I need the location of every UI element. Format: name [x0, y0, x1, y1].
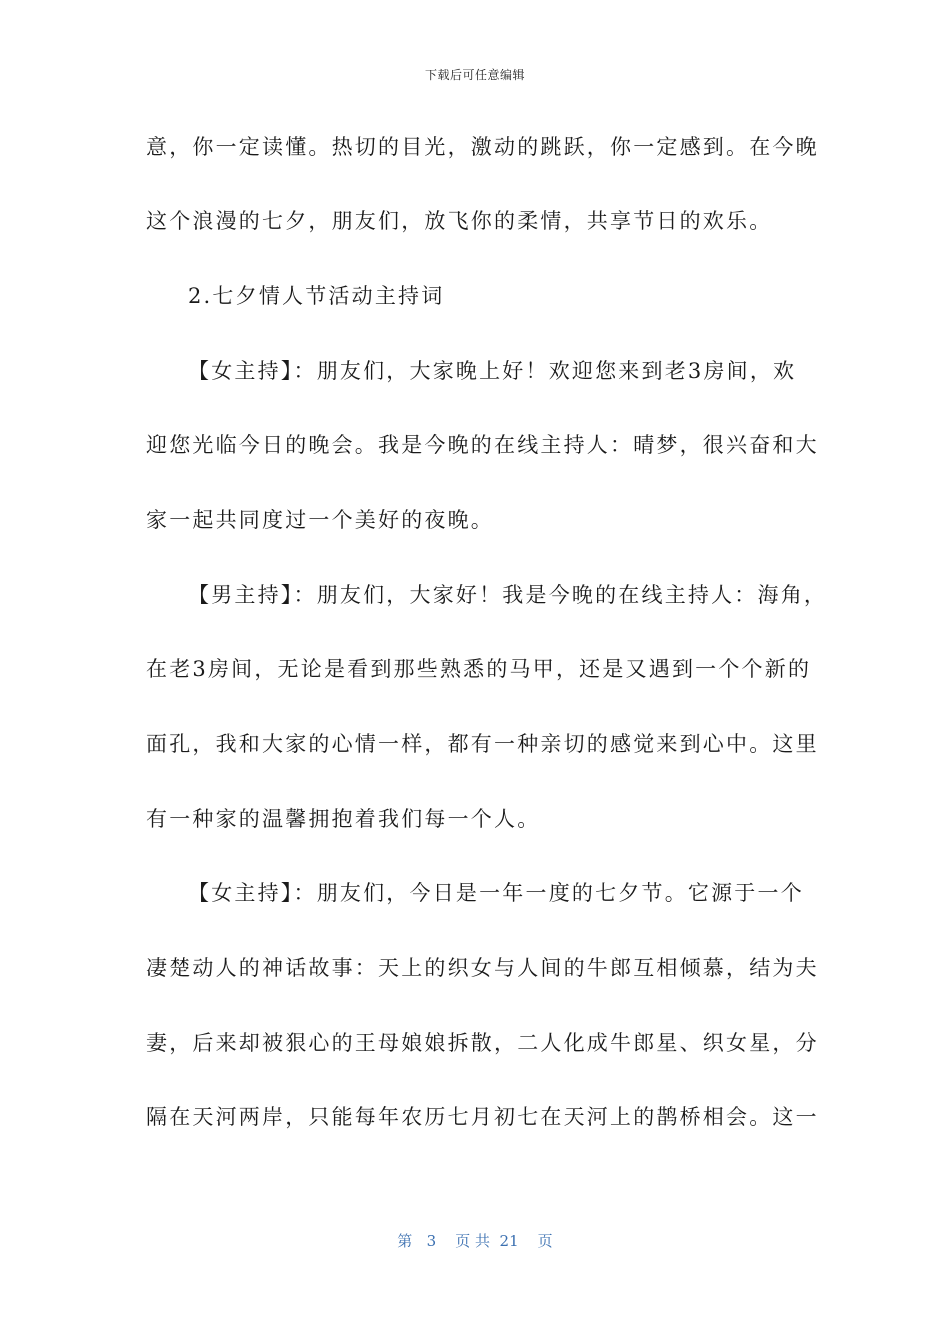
body-line: 在老3房间，无论是看到那些熟悉的马甲，还是又遇到一个个新的: [146, 657, 812, 681]
body-line: 迎您光临今日的晚会。我是今晚的在线主持人：晴梦，很兴奋和大: [146, 433, 819, 457]
body-line: 这个浪漫的七夕，朋友们，放飞你的柔情，共享节日的欢乐。: [146, 209, 773, 233]
body-line: 【女主持】：朋友们，大家晚上好！欢迎您来到老3房间，欢: [188, 359, 797, 383]
body-line: 面孔，我和大家的心情一样，都有一种亲切的感觉来到心中。这里: [146, 732, 819, 756]
header-note: 下载后可任意编辑: [424, 68, 525, 82]
body-line: 隔在天河两岸，只能每年农历七月初七在天河上的鹊桥相会。这一: [146, 1105, 819, 1129]
body-line: 【女主持】：朋友们，今日是一年一度的七夕节。它源于一个: [188, 881, 804, 905]
body-line: 妻，后来却被狠心的王母娘娘拆散，二人化成牛郎星、织女星，分: [146, 1031, 819, 1055]
page-footer: 第 3 页 共 21 页: [397, 1232, 553, 1250]
section-heading: 2.七夕情人节活动主持词: [188, 284, 445, 308]
body-line: 有一种家的温馨拥抱着我们每一个人。: [146, 807, 541, 831]
body-line: 凄楚动人的神话故事：天上的织女与人间的牛郎互相倾慕，结为夫: [146, 956, 819, 980]
body-line: 意，你一定读懂。热切的目光，激动的跳跃，你一定感到。在今晚: [146, 135, 819, 159]
body-line: 【男主持】：朋友们，大家好！我是今晚的在线主持人：海角，: [188, 583, 828, 607]
body-line: 家一起共同度过一个美好的夜晚。: [146, 508, 494, 532]
